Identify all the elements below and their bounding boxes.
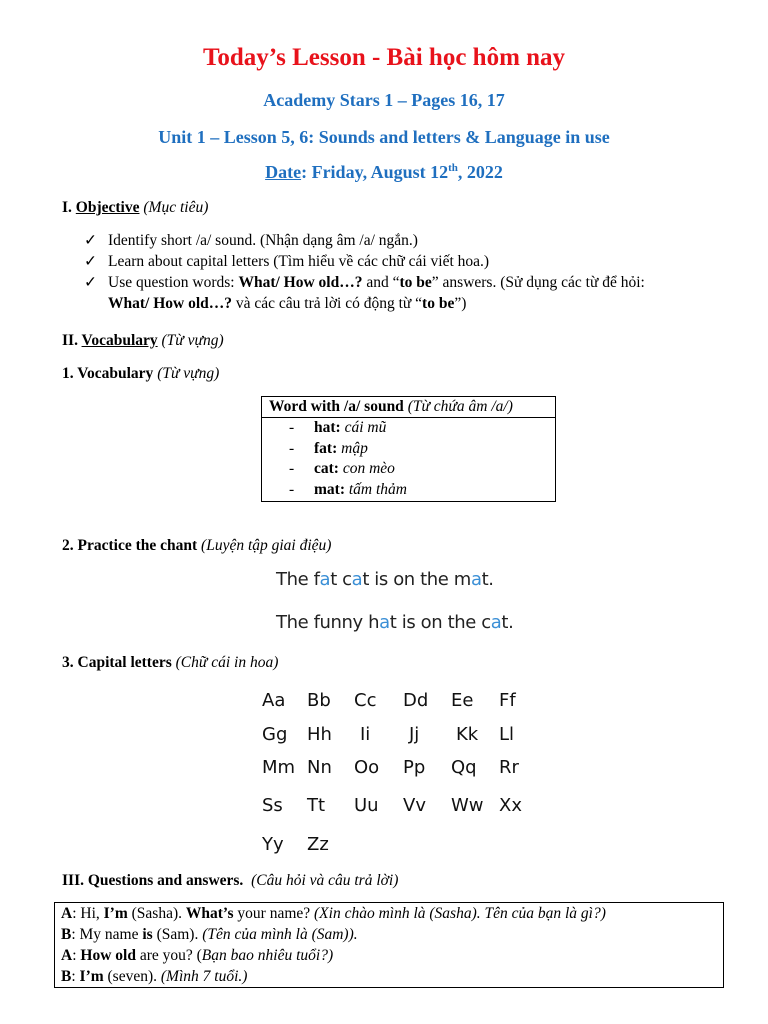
vocabulary-heading	[62, 332, 224, 350]
letter-pair: Ss	[262, 795, 283, 816]
date-value: : Friday, August 12	[301, 162, 449, 182]
word-vi: cái mũ	[344, 419, 387, 436]
date-year: , 2022	[457, 162, 503, 182]
speaker: A	[61, 905, 73, 922]
chant-text: t.	[501, 612, 514, 633]
objective-item	[84, 251, 744, 272]
letter-pair: Ff	[499, 690, 516, 711]
letter-pair: Mm	[262, 757, 296, 778]
translation: (Tên của mình là (Sam)).	[202, 926, 358, 943]
table-header	[262, 397, 555, 418]
dialogue-line	[61, 945, 717, 966]
chant-title-vi: (Luyện tập giai điệu)	[201, 537, 332, 554]
dialogue-line	[61, 903, 717, 924]
capital-heading	[62, 654, 278, 672]
word-en: mat:	[314, 480, 345, 498]
word-vi: tấm thảm	[348, 480, 407, 498]
letter-pair: Tt	[307, 795, 326, 816]
letter-pair: Rr	[499, 757, 519, 778]
letter-pair: Zz	[307, 834, 329, 855]
key-phrase: What’s	[185, 905, 234, 922]
dialogue-text: (Sasha).	[127, 905, 186, 922]
highlight-a: a	[319, 569, 331, 590]
word-en: hat:	[314, 419, 341, 436]
letter-pair: Jj	[409, 724, 420, 745]
speaker: B	[61, 926, 72, 943]
letter-pair: Ee	[451, 690, 474, 711]
objective-text: ” answers. (Sử dụng các từ để hỏi:	[431, 274, 645, 291]
dialogue-text: your name?	[233, 905, 315, 922]
chant-text: t is on the m	[362, 569, 471, 590]
letter-pair: Xx	[499, 795, 522, 816]
letter-pair: Kk	[456, 724, 479, 745]
objective-title-vi: (Mục tiêu)	[143, 199, 209, 216]
dialogue-text: (seven).	[103, 968, 161, 985]
letter-pair: Hh	[307, 724, 332, 745]
question-words: What/ How old…?	[108, 295, 233, 312]
dialogue-text: (Sam).	[152, 926, 203, 943]
chant-heading	[62, 537, 331, 555]
objective-text: và các câu trả lời có động từ “	[232, 295, 423, 312]
vocabulary-title: Vocabulary	[81, 332, 158, 349]
letter-pair: Uu	[354, 795, 379, 816]
dialogue-text: : My name	[71, 926, 143, 943]
letter-pair: Aa	[262, 690, 286, 711]
table-row	[262, 439, 555, 460]
chant-text: t is on the c	[389, 612, 491, 633]
translation: (Xin chào mình là (Sasha). Tên của bạn là gì?)	[314, 905, 606, 922]
chant-line-1	[276, 569, 494, 590]
dialogue-text: :	[72, 947, 81, 964]
key-phrase: How old	[80, 947, 136, 964]
dash-bullet: -	[289, 460, 295, 477]
letter-pair: Ii	[360, 724, 371, 745]
table-row	[262, 480, 555, 501]
vocabulary-sub-title-vi: (Từ vựng)	[157, 365, 220, 382]
qa-box	[54, 902, 724, 988]
dialogue-text: are you? (	[135, 947, 202, 964]
chant-text: The f	[276, 569, 320, 590]
qa-title: III. Questions and answers.	[62, 872, 244, 889]
check-icon: ✓	[84, 274, 97, 291]
to-be: to be	[422, 295, 455, 312]
highlight-a: a	[351, 569, 363, 590]
table-row	[262, 459, 555, 480]
vocabulary-numeral: II.	[62, 332, 82, 349]
objective-text: Learn about capital letters (Tìm hiểu về các chữ cái viết hoa.)	[108, 253, 490, 270]
translation: Bạn bao nhiêu tuổi?)	[201, 947, 334, 964]
dash-bullet: -	[289, 419, 295, 436]
dash-bullet: -	[289, 480, 295, 498]
word-en: cat:	[314, 460, 339, 477]
check-icon: ✓	[84, 232, 97, 249]
letter-pair: Ww	[451, 795, 484, 816]
vocabulary-table	[261, 396, 556, 502]
letter-pair: Nn	[307, 757, 332, 778]
dialogue-text: :	[71, 968, 80, 985]
dialogue-line	[61, 924, 717, 945]
word-en: fat:	[314, 439, 338, 457]
chant-title: 2. Practice the chant	[62, 537, 198, 554]
highlight-a: a	[490, 612, 502, 633]
objective-text: ”)	[454, 295, 467, 312]
date-label: Date	[265, 162, 302, 182]
letter-pair: Qq	[451, 757, 477, 778]
highlight-a: a	[379, 612, 390, 633]
dialogue-line	[61, 966, 717, 987]
objective-list	[84, 230, 744, 314]
vocabulary-sub-title: 1. Vocabulary	[62, 365, 154, 382]
question-words: What/ How old…?	[238, 274, 363, 291]
translation: (Mình 7 tuổi.)	[160, 968, 248, 985]
objective-item	[84, 272, 744, 314]
qa-heading	[62, 872, 398, 890]
table-header-text: Word with /a/ sound	[269, 398, 404, 415]
letter-pair: Ll	[499, 724, 515, 745]
word-vi: mập	[341, 439, 368, 457]
key-phrase: I’m	[79, 968, 104, 985]
to-be: to be	[399, 274, 432, 291]
book-pages: Academy Stars 1 – Pages 16, 17	[263, 90, 505, 110]
speaker: A	[61, 947, 73, 964]
chant-text: t.	[481, 569, 494, 590]
dialogue-text: : Hi,	[72, 905, 104, 922]
unit-lesson: Unit 1 – Lesson 5, 6: Sounds and letters & Language in use	[158, 127, 610, 147]
letter-pair: Yy	[262, 834, 284, 855]
letter-pair: Dd	[403, 690, 429, 711]
objective-text: Identify short /a/ sound. (Nhận dạng âm /a/ ngắn.)	[108, 232, 418, 249]
key-phrase: is	[142, 926, 153, 943]
lesson-date	[0, 162, 768, 183]
speaker: B	[61, 968, 72, 985]
check-icon: ✓	[84, 253, 97, 270]
vocabulary-title-vi: (Từ vựng)	[161, 332, 224, 349]
lesson-title: Today’s Lesson - Bài học hôm nay	[202, 44, 566, 71]
objective-heading	[62, 199, 208, 217]
table-row	[262, 418, 555, 439]
letter-pair: Gg	[262, 724, 288, 745]
highlight-a: a	[470, 569, 482, 590]
objective-text: Use question words:	[108, 274, 239, 291]
chant-text: t c	[330, 569, 352, 590]
letter-pair: Vv	[403, 795, 426, 816]
objective-text: and “	[362, 274, 400, 291]
key-phrase: I’m	[103, 905, 128, 922]
capital-title-vi: (Chữ cái in hoa)	[175, 654, 279, 671]
objective-title: Objective	[75, 199, 140, 216]
objective-item	[84, 230, 744, 251]
dash-bullet: -	[289, 439, 295, 457]
letter-pair: Oo	[354, 757, 380, 778]
objective-numeral: I.	[62, 199, 76, 216]
letter-pair: Pp	[403, 757, 426, 778]
word-vi: con mèo	[342, 460, 395, 477]
vocabulary-subheading	[62, 365, 219, 383]
capital-title: 3. Capital letters	[62, 654, 172, 671]
date-suffix: th	[448, 162, 458, 174]
qa-title-vi: (Câu hỏi và câu trả lời)	[251, 872, 399, 889]
chant-text: The funny h	[276, 612, 380, 633]
table-header-vi: (Từ chứa âm /a/)	[407, 398, 513, 415]
letter-pair: Cc	[354, 690, 377, 711]
letter-pair: Bb	[307, 690, 331, 711]
chant-line-2	[276, 612, 513, 633]
